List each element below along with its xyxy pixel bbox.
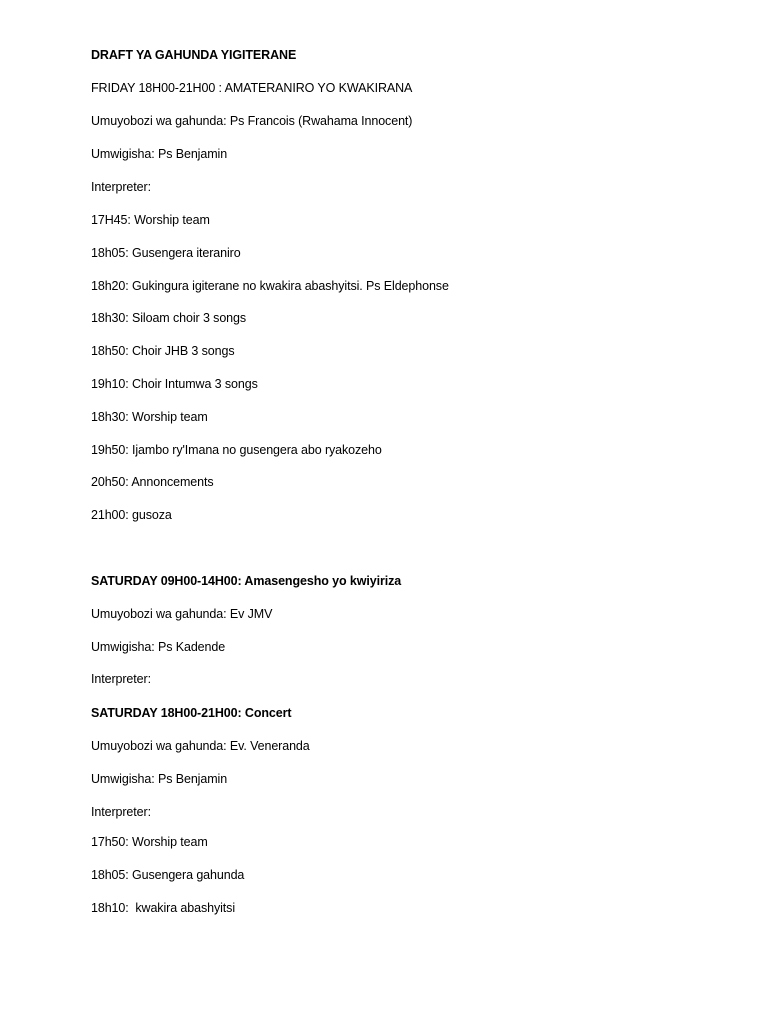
friday-leader: Umuyobozi wa gahunda: Ps Francois (Rwahama Innocent): [91, 114, 413, 128]
friday-preacher: Umwigisha: Ps Benjamin: [91, 147, 228, 161]
saturday-morning-preacher: Umwigisha: Ps Kadende: [91, 640, 226, 654]
saturday-evening-item: 18h05: Gusengera gahunda: [91, 868, 245, 882]
saturday-evening-interpreter: Interpreter:: [91, 805, 151, 819]
saturday-morning-interpreter: Interpreter:: [91, 672, 151, 686]
friday-item: 19h10: Choir Intumwa 3 songs: [91, 377, 258, 391]
friday-item: 19h50: Ijambo ry'Imana no gusengera abo ryakozeho: [91, 443, 382, 457]
friday-item: 21h00: gusoza: [91, 508, 172, 522]
saturday-morning-heading: SATURDAY 09H00-14H00: Amasengesho yo kwiyiriza: [91, 574, 402, 588]
document-title: DRAFT YA GAHUNDA YIGITERANE: [91, 48, 297, 62]
friday-item: 18h50: Choir JHB 3 songs: [91, 344, 235, 358]
friday-item: 17H45: Worship team: [91, 213, 210, 227]
friday-item: 20h50: Annoncements: [91, 475, 214, 489]
saturday-evening-leader: Umuyobozi wa gahunda: Ev. Veneranda: [91, 739, 310, 753]
friday-interpreter: Interpreter:: [91, 180, 151, 194]
saturday-evening-preacher: Umwigisha: Ps Benjamin: [91, 772, 228, 786]
friday-item: 18h30: Worship team: [91, 410, 208, 424]
friday-heading: FRIDAY 18H00-21H00 : AMATERANIRO YO KWAKIRANA: [91, 81, 413, 95]
saturday-morning-leader: Umuyobozi wa gahunda: Ev JMV: [91, 607, 273, 621]
friday-item: 18h05: Gusengera iteraniro: [91, 246, 241, 260]
saturday-evening-item: 18h10: kwakira abashyitsi: [91, 901, 236, 915]
friday-item: 18h20: Gukingura igiterane no kwakira abashyitsi. Ps Eldephonse: [91, 279, 449, 293]
saturday-evening-heading: SATURDAY 18H00-21H00: Concert: [91, 706, 292, 720]
saturday-evening-item: 17h50: Worship team: [91, 835, 208, 849]
friday-item: 18h30: Siloam choir 3 songs: [91, 311, 247, 325]
